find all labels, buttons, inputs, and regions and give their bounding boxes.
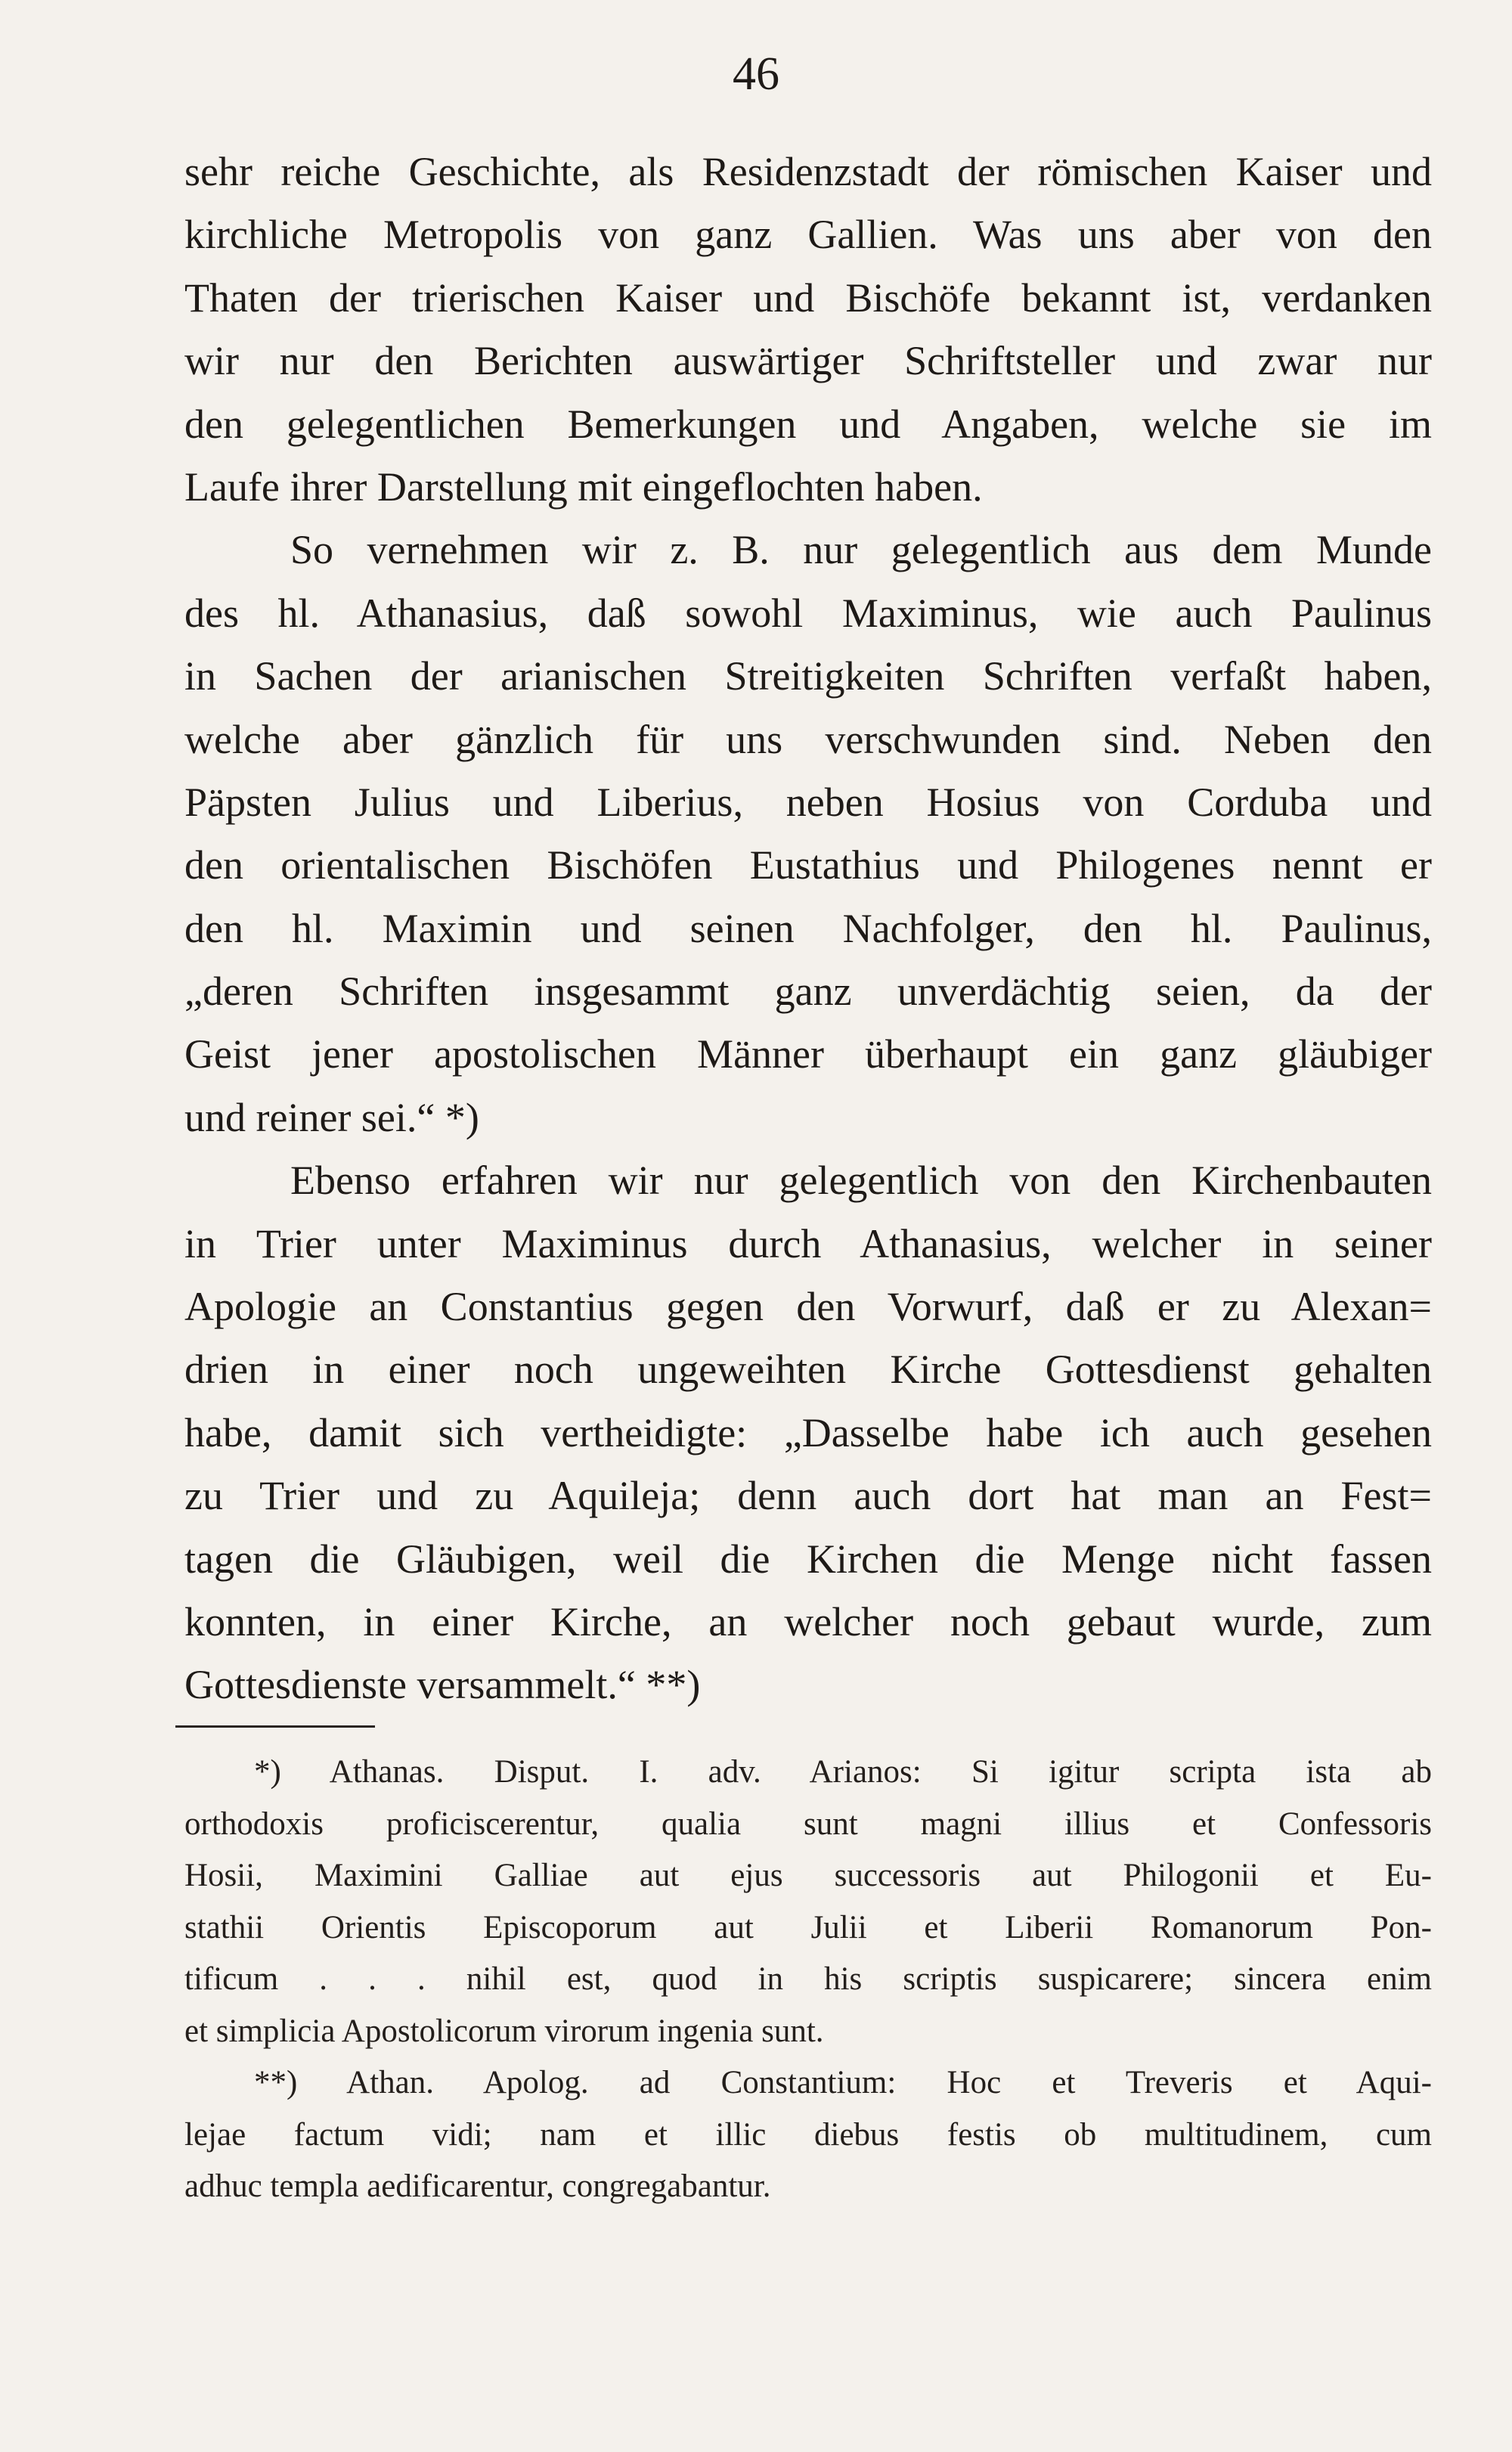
footnote-line: adhuc templa aedificarentur, congregabantur. — [184, 2168, 771, 2204]
footnote-line: tificum . . . nihil est, quod in his scriptis suspicarere; sincera enim — [184, 1961, 1432, 1997]
footnote-line: stathii Orientis Episcoporum aut Julii et Liberii Romanorum Pon- — [184, 1909, 1432, 1945]
footnote-line: orthodoxis proficiscerentur, qualia sunt magni illius et Confessoris — [184, 1806, 1432, 1842]
text-line: den gelegentlichen Bemerkungen und Angaben, welche sie im — [184, 401, 1432, 447]
text-line: in Trier unter Maximinus durch Athanasius, welcher in seiner — [184, 1220, 1432, 1266]
text-line: „deren Schriften insgesammt ganz unverdächtig seien, da der — [184, 969, 1432, 1015]
main-text-block — [184, 141, 1432, 1717]
text-line: Ebenso erfahren wir nur gelegentlich von den Kirchenbauten — [290, 1158, 1432, 1204]
text-line: und reiner sei.“ *) — [184, 1094, 479, 1140]
text-line: Gottesdienste versammelt.“ **) — [184, 1662, 701, 1708]
text-line: zu Trier und zu Aquileja; denn auch dort hat man an Fest= — [184, 1473, 1432, 1519]
text-line: habe, damit sich vertheidigte: „Dasselbe habe ich auch gesehen — [184, 1409, 1432, 1455]
footnote-line: *) Athanas. Disput. I. adv. Arianos: Si igitur scripta ista ab — [254, 1754, 1432, 1790]
text-line: Thaten der trierischen Kaiser und Bischöfe bekannt ist, verdanken — [184, 274, 1432, 321]
text-line: den hl. Maximin und seinen Nachfolger, den hl. Paulinus, — [184, 905, 1432, 951]
text-line: Geist jener apostolischen Männer überhaupt ein ganz gläubiger — [184, 1031, 1432, 1077]
text-line: in Sachen der arianischen Streitigkeiten Schriften verfaßt haben, — [184, 653, 1432, 699]
text-line: welche aber gänzlich für uns verschwunden sind. Neben den — [184, 716, 1432, 762]
footnotes-block — [184, 1747, 1432, 2213]
footnote-divider — [175, 1725, 375, 1728]
footnote-line: lejae factum vidi; nam et illic diebus festis ob multitudinem, cum — [184, 2116, 1432, 2153]
text-line: drien in einer noch ungeweihten Kirche Gottesdienst gehalten — [184, 1347, 1432, 1393]
page-number: 46 — [733, 48, 779, 100]
text-line: wir nur den Berichten auswärtiger Schriftsteller und zwar nur — [184, 338, 1432, 384]
text-line: tagen die Gläubigen, weil die Kirchen die Menge nicht fassen — [184, 1536, 1432, 1582]
footnote-line: et simplicia Apostolicorum virorum ingenia sunt. — [184, 2013, 824, 2049]
text-line: Apologie an Constantius gegen den Vorwurf, daß er zu Alexan= — [184, 1284, 1432, 1330]
text-line: konnten, in einer Kirche, an welcher noch gebaut wurde, zum — [184, 1598, 1432, 1644]
footnote-line: **) Athan. Apolog. ad Constantium: Hoc et Treveris et Aqui- — [254, 2065, 1432, 2100]
text-line: sehr reiche Geschichte, als Residenzstadt der römischen Kaiser und — [184, 149, 1432, 194]
footnote-line: Hosii, Maximini Galliae aut ejus successoris aut Philogonii et Eu- — [184, 1858, 1432, 1893]
text-line: So vernehmen wir z. B. nur gelegentlich aus dem Munde — [290, 527, 1432, 573]
text-line: des hl. Athanasius, daß sowohl Maximinus, wie auch Paulinus — [184, 590, 1432, 636]
text-line: den orientalischen Bischöfen Eustathius und Philogenes nennt er — [184, 842, 1432, 888]
text-line: Laufe ihrer Darstellung mit eingeflochten haben. — [184, 463, 983, 510]
text-line: Päpsten Julius und Liberius, neben Hosius von Corduba und — [184, 779, 1432, 825]
text-line: kirchliche Metropolis von ganz Gallien. Was uns aber von den — [184, 212, 1432, 258]
